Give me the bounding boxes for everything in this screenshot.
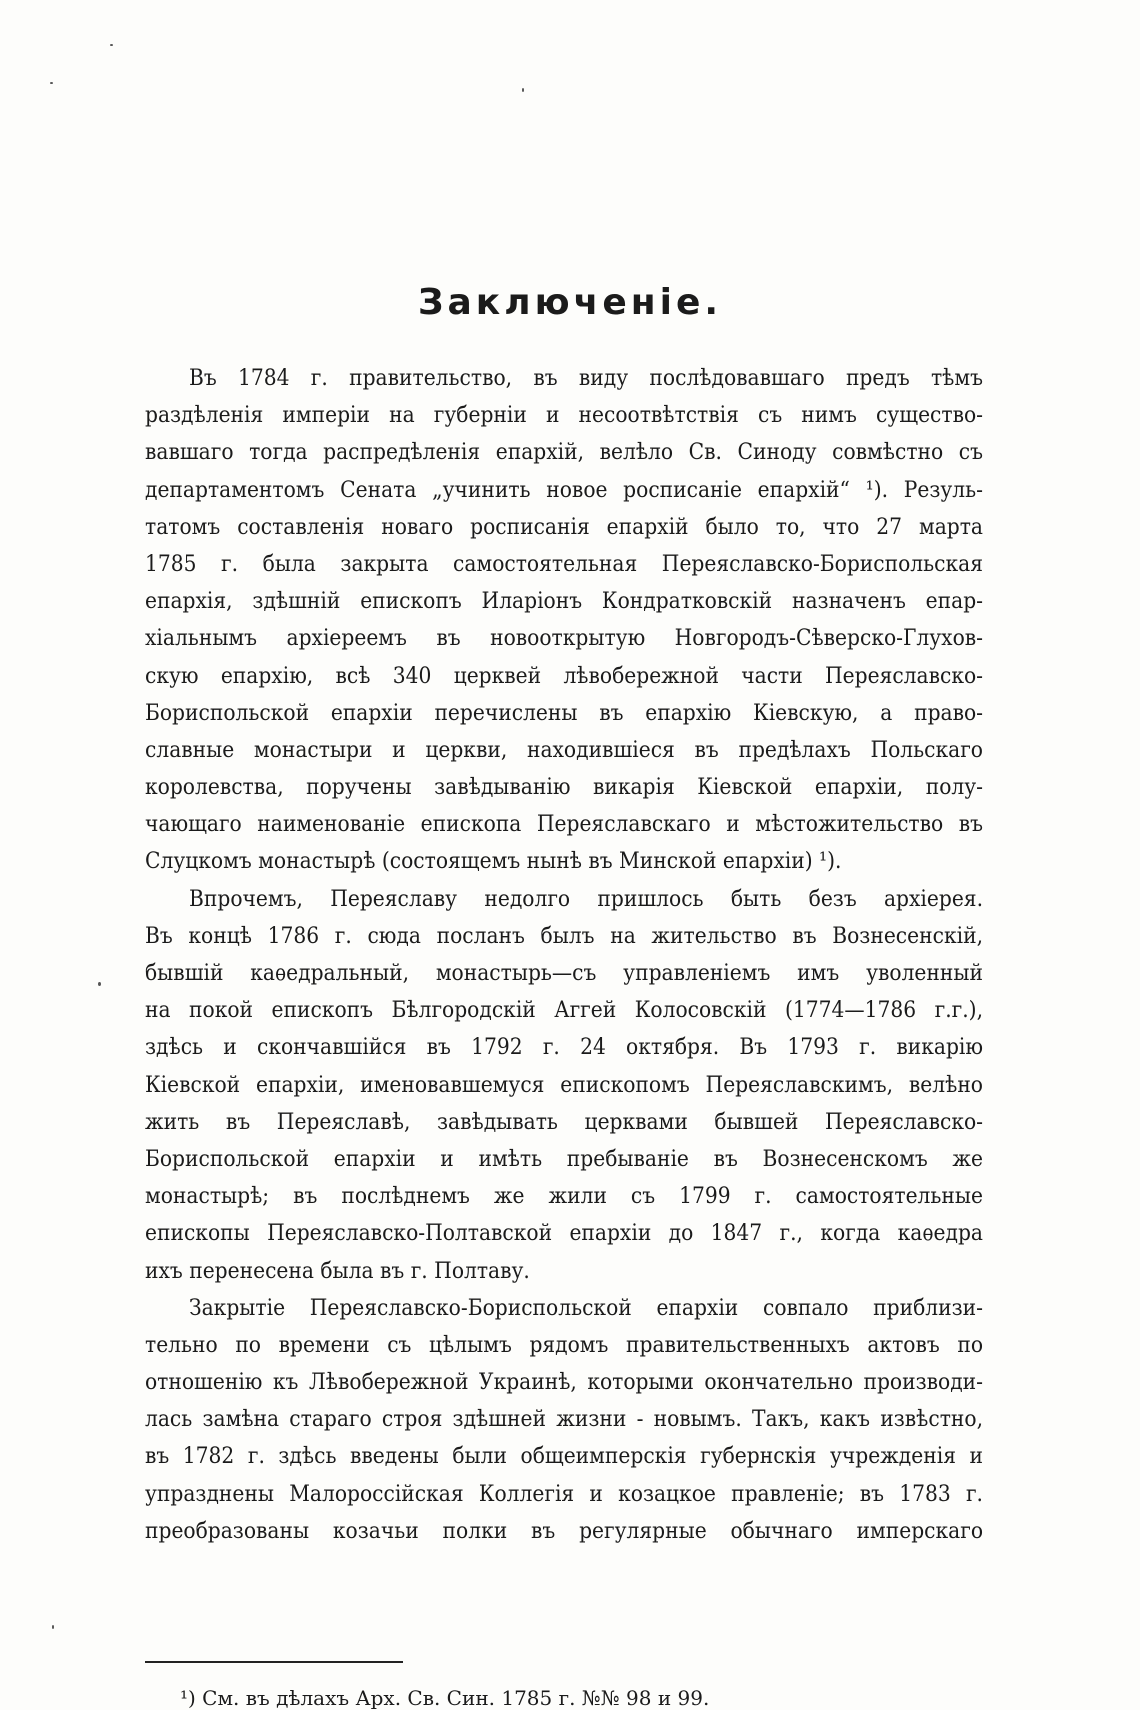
paragraph-2 [145, 881, 983, 1290]
scan-speck [50, 82, 53, 84]
text-line: скую епархію, всѣ 340 церквей лѣвобережной части Переяславско- [145, 662, 983, 689]
text-line: монастырѣ; въ послѣднемъ же жили съ 1799 г. самостоятельные [145, 1183, 983, 1210]
text-line: Слуцкомъ монастырѣ (состоящемъ нынѣ въ Минской епархіи) ¹). [145, 848, 842, 875]
text-line: лась замѣна стараго строя здѣшней жизни - новымъ. Такъ, какъ извѣстно, [145, 1406, 983, 1433]
text-line: тельно по времени съ цѣлымъ рядомъ правительственныхъ актовъ по [145, 1331, 983, 1358]
scan-speck [52, 1625, 54, 1629]
text-line: Впрочемъ, Переяславу недолго пришлось быть безъ архіерея. [189, 885, 983, 912]
text-line: татомъ составленія новаго росписанія епархій было то, что 27 марта [145, 513, 983, 540]
scan-speck [110, 44, 113, 46]
footnote-rule [145, 1661, 403, 1663]
footnote: ¹) См. въ дѣлахъ Арх. Св. Син. 1785 г. №№ 98 и 99. [180, 1686, 710, 1710]
text-line: на покой епископъ Бѣлгородскій Аггей Колосовскій (1774—1786 г.г.), [145, 997, 983, 1024]
text-line: здѣсь и скончавшійся въ 1792 г. 24 октября. Въ 1793 г. викарію [145, 1034, 983, 1061]
text-line: Въ 1784 г. правительство, въ виду послѣдовавшаго предъ тѣмъ [189, 365, 983, 391]
text-line: раздѣленія имперіи на губерніи и несоотвѣтствія съ нимъ существо- [145, 402, 983, 429]
text-line: жить въ Переяславѣ, завѣдывать церквами бывшей Переяславско- [145, 1108, 983, 1135]
text-line: въ 1782 г. здѣсь введены были общеимперскія губернскія учрежденія и [145, 1443, 983, 1470]
text-line: преобразованы козачьи полки въ регулярные обычнаго имперскаго [145, 1517, 983, 1544]
text-line: Кіевской епархіи, именовавшемуся епископомъ Переяславскимъ, велѣно [145, 1071, 983, 1098]
text-line: бывшій каѳедральный, монастырь—съ управленіемъ имъ уволенный [145, 960, 983, 986]
text-line: Закрытіе Переяславско-Бориспольской епархіи совпало приблизи- [189, 1294, 983, 1321]
scan-speck [98, 982, 101, 986]
paragraph-3 [145, 1290, 983, 1550]
text-line: упразднены Малороссійская Коллегія и козацкое правленіе; въ 1783 г. [145, 1480, 983, 1507]
text-line: ихъ перенесена была въ г. Полтаву. [145, 1257, 530, 1284]
body-text [145, 360, 983, 1550]
text-line: Бориспольской епархіи перечислены въ епархію Кіевскую, а право- [145, 699, 983, 726]
page-title: Заключенiе. [417, 282, 723, 323]
text-line: славные монастыри и церкви, находившіеся въ предѣлахъ Польскаго [145, 736, 983, 763]
text-line: королевства, поручены завѣдыванію викарія Кіевской епархіи, полу- [145, 774, 983, 801]
paragraph-1 [145, 360, 983, 881]
text-line: Въ концѣ 1786 г. сюда посланъ былъ на жительство въ Вознесенскій, [145, 922, 983, 949]
scan-speck [522, 88, 524, 92]
text-line: 1785 г. была закрыта самостоятельная Переяславско-Бориспольская [145, 550, 983, 577]
text-line: вавшаго тогда распредѣленія епархій, велѣло Св. Синоду совмѣстно съ [145, 439, 983, 466]
text-line: хіальнымъ архіереемъ въ новооткрытую Новгородъ-Сѣверско-Глухов- [145, 625, 983, 652]
text-line: департаментомъ Сената „учинить новое росписаніе епархій“ ¹). Резуль- [145, 476, 983, 503]
text-line: епископы Переяславско-Полтавской епархіи до 1847 г., когда каѳедра [145, 1220, 983, 1247]
text-line: чающаго наименованіе епископа Переяславскаго и мѣстожительство въ [145, 811, 983, 838]
text-line: Бориспольской епархіи и имѣть пребываніе въ Вознесенскомъ же [145, 1145, 983, 1172]
text-line: епархія, здѣшній епископъ Иларіонъ Кондратковскій назначенъ епар- [145, 588, 983, 615]
text-line: отношенію къ Лѣвобережной Украинѣ, которыми окончательно производи- [145, 1369, 983, 1396]
